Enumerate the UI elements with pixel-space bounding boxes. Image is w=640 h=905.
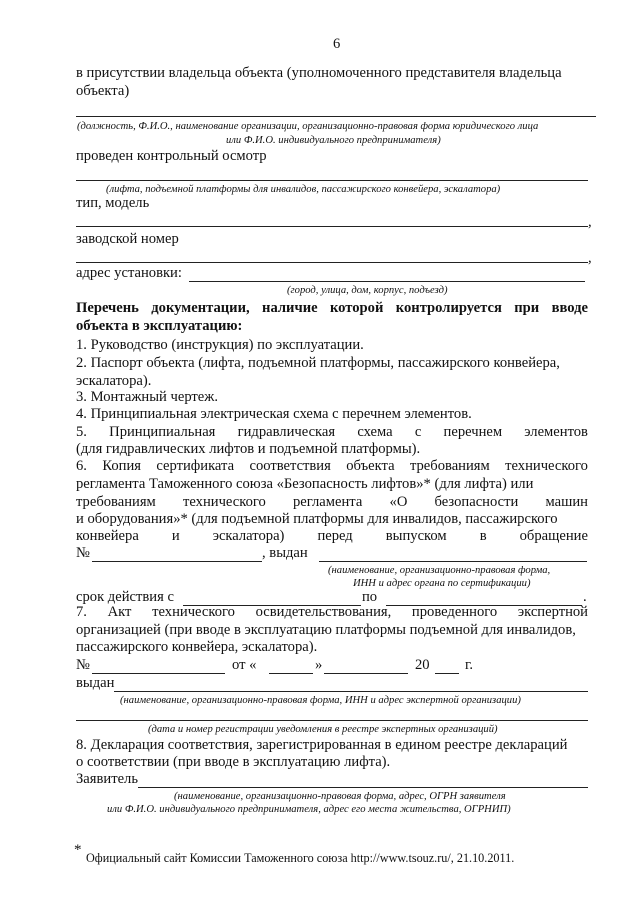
item-5-line-1: 5. Принципиальная гидравлическая схема с перечнем элементов bbox=[76, 424, 588, 440]
note-address: (город, улица, дом, корпус, подъезд) bbox=[287, 285, 448, 296]
note-object: (лифта, подъемной платформы для инвалидов, пассажирского конвейера, эскалатора) bbox=[106, 184, 501, 195]
item-1: 1. Руководство (инструкция) по эксплуатации. bbox=[76, 337, 364, 353]
item-7-year-prefix: 20 bbox=[415, 657, 430, 673]
item-6-issued-label: , выдан bbox=[262, 545, 308, 561]
item-7-from-label: от « bbox=[232, 657, 257, 673]
applicant-label: Заявитель bbox=[76, 771, 138, 787]
type-model-label: тип, модель bbox=[76, 195, 150, 211]
note-applicant-line-1: (наименование, организационно-правовая форма, адрес, ОГРН заявителя bbox=[174, 791, 506, 802]
registry-blank-line bbox=[76, 720, 588, 721]
expert-organization-blank-line bbox=[114, 691, 588, 692]
act-day-blank-line bbox=[269, 673, 313, 674]
type-model-blank-line bbox=[76, 226, 588, 227]
item-6-line-1: 6. Копия сертификата соответствия объекта требованиям технического bbox=[76, 458, 588, 474]
item-6-line-4: и оборудования»* (для подъемной платформы для инвалидов, пассажирского bbox=[76, 511, 558, 527]
note-certification-line-2: ИНН и адрес органа по сертификации) bbox=[353, 578, 531, 589]
certificate-number-blank-line bbox=[92, 561, 262, 562]
item-6-line-3: требованиям технического регламента «О безопасности машин bbox=[76, 494, 588, 510]
validity-period: . bbox=[583, 589, 587, 605]
certificate-issuer-blank-line bbox=[319, 561, 587, 562]
heading-line-1: Перечень документации, наличие которой контролируется при вводе bbox=[76, 300, 588, 316]
heading-line-2: объекта в эксплуатацию: bbox=[76, 318, 243, 334]
item-2-line-2: эскалатора). bbox=[76, 373, 152, 389]
item-6-line-5: конвейера и эскалатора) перед выпуском в обращение bbox=[76, 528, 588, 544]
footnote-text: Официальный сайт Комиссии Таможенного союза http://www.tsouz.ru/, 21.10.2011. bbox=[86, 851, 515, 865]
applicant-blank-line bbox=[138, 787, 588, 788]
item-8-line-2: о соответствии (при вводе в эксплуатацию лифта). bbox=[76, 754, 391, 770]
item-7-year-suffix: г. bbox=[465, 657, 473, 673]
item-2-line-1: 2. Паспорт объекта (лифта, подъемной платформы, пассажирского конвейера, bbox=[76, 355, 560, 371]
intro-line-2: объекта) bbox=[76, 83, 130, 99]
note-applicant-line-2: или Ф.И.О. индивидуального предпринимателя, адрес его места жительства, ОГРНИП) bbox=[107, 804, 511, 815]
inspection-label: проведен контрольный осмотр bbox=[76, 148, 267, 164]
item-4: 4. Принципиальная электрическая схема с перечнем элементов. bbox=[76, 406, 472, 422]
act-month-blank-line bbox=[324, 673, 408, 674]
item-7-line-2: организацией (при вводе в эксплуатацию платформы подъемной для инвалидов, bbox=[76, 622, 576, 638]
note-registry: (дата и номер регистрации уведомления в реестре экспертных организаций) bbox=[148, 724, 498, 735]
note-position-line-1: (должность, Ф.И.О., наименование организации, организационно-правовая форма юридического лица bbox=[77, 121, 539, 132]
item-7-line-1: 7. Акт технического освидетельствования, проведенного экспертной bbox=[76, 604, 588, 620]
object-blank-line bbox=[76, 180, 588, 181]
serial-number-blank-line bbox=[76, 262, 588, 263]
type-model-comma: , bbox=[588, 214, 592, 230]
address-label: адрес установки: bbox=[76, 265, 182, 281]
item-8-line-1: 8. Декларация соответствия, зарегистрированная в едином реестре деклараций bbox=[76, 737, 568, 753]
note-certification-line-1: (наименование, организационно-правовая форма, bbox=[328, 565, 551, 576]
serial-number-label: заводской номер bbox=[76, 231, 179, 247]
address-blank-line bbox=[189, 281, 585, 282]
intro-line-1: в присутствии владельца объекта (уполномоченного представителя владельца bbox=[76, 65, 562, 81]
item-7-issued-label: выдан bbox=[76, 675, 115, 691]
item-3: 3. Монтажный чертеж. bbox=[76, 389, 219, 405]
validity-label: срок действия с bbox=[76, 589, 174, 605]
act-year-blank-line bbox=[435, 673, 459, 674]
position-blank-line bbox=[76, 116, 596, 117]
item-5-line-2: (для гидравлических лифтов и подъемной платформы). bbox=[76, 441, 421, 457]
act-number-blank-line bbox=[92, 673, 225, 674]
item-6-number-sign: № bbox=[76, 545, 90, 561]
note-position-line-2: или Ф.И.О. индивидуального предпринимателя) bbox=[226, 135, 441, 146]
item-6-line-2: регламента Таможенного союза «Безопасность лифтов»* (для лифта) или bbox=[76, 476, 534, 492]
footnote-asterisk: * bbox=[74, 842, 82, 858]
note-expert-organization: (наименование, организационно-правовая форма, ИНН и адрес экспертной организации) bbox=[120, 695, 521, 706]
validity-to-label: по bbox=[362, 589, 378, 605]
item-7-line-3: пассажирского конвейера, эскалатора). bbox=[76, 639, 318, 655]
item-7-close-quote: » bbox=[315, 657, 323, 673]
page-number: 6 bbox=[333, 36, 341, 52]
item-7-number-sign: № bbox=[76, 657, 90, 673]
serial-number-comma: , bbox=[588, 250, 592, 266]
